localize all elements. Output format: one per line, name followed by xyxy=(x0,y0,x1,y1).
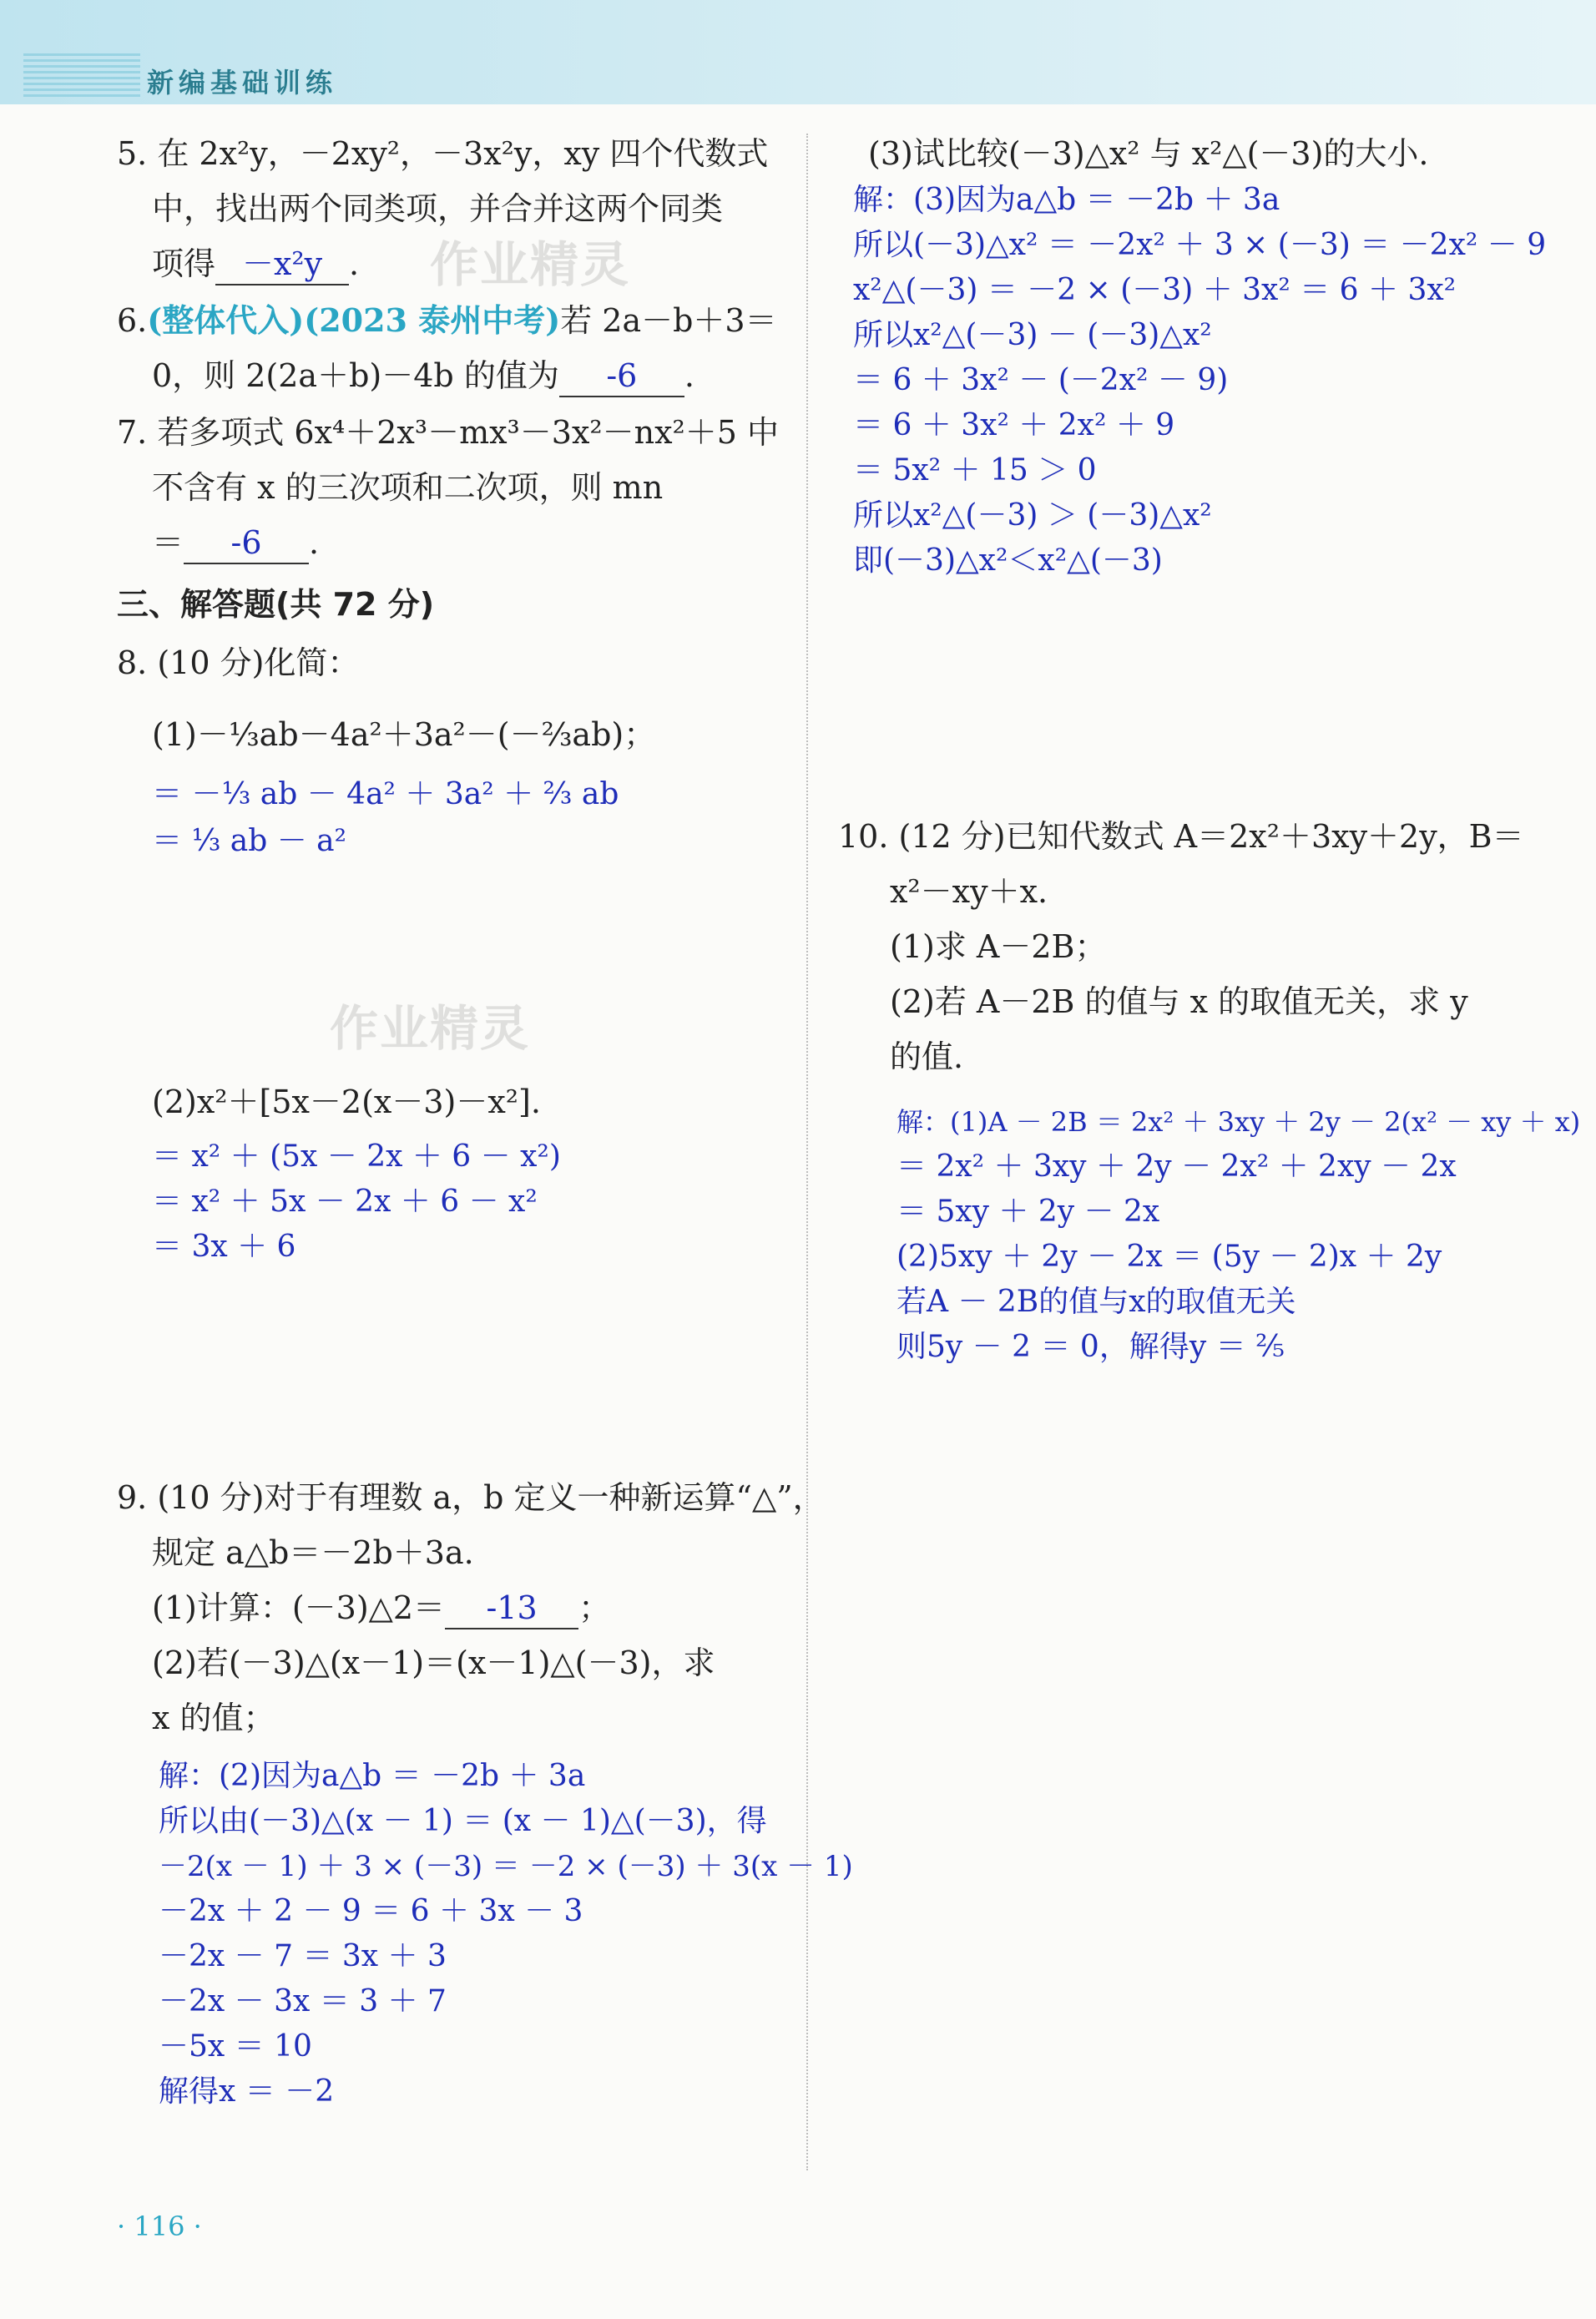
q10-solution-line: ＝ 5xy ＋ 2y － 2x xyxy=(896,1195,1160,1229)
q10-solution-line: ＝ 2x² ＋ 3xy ＋ 2y － 2x² ＋ 2xy － 2x xyxy=(896,1149,1457,1184)
q6-answer-blank: -6 xyxy=(559,356,684,397)
q10-solution-line: 若A － 2B的值与x的取值无关 xyxy=(896,1285,1296,1319)
q10-part2-line1: (2)若 A－2B 的值与 x 的取值无关，求 y xyxy=(890,983,1468,1020)
q8-part1: (1)－⅓ab－4a²＋3a²－(－⅔ab)； xyxy=(152,716,656,753)
q9-part3-solution-line: ＝ 6 ＋ 3x² ＋ 2x² ＋ 9 xyxy=(853,408,1175,442)
q8-title: 8. (10 分)化简： xyxy=(117,644,360,681)
q10-part1: (1)求 A－2B； xyxy=(890,928,1107,965)
header-decoration xyxy=(23,53,140,100)
q5-line3-prefix: 项得 xyxy=(152,245,216,282)
q5-line3 xyxy=(152,244,359,285)
q7-line3-prefix: ＝ xyxy=(152,524,184,561)
q9-solution-line: －2x ＋ 2 － 9 ＝ 6 ＋ 3x － 3 xyxy=(159,1894,583,1928)
q7-line3 xyxy=(152,523,319,564)
q9-part3-solution-line: 即(－3)△x²＜x²△(－3) xyxy=(853,543,1163,578)
q9-line1: 9. (10 分)对于有理数 a，b 定义一种新运算“△”， xyxy=(117,1479,825,1516)
q9-part1-prefix: (1)计算：(－3)△2＝ xyxy=(152,1589,446,1626)
q9-part3-solution-line: x²△(－3) ＝ －2 × (－3) ＋ 3x² ＝ 6 ＋ 3x² xyxy=(853,273,1457,307)
q6-line1 xyxy=(117,301,777,341)
header-title: 新编基础训练 xyxy=(147,67,338,99)
q7-line3-suffix: . xyxy=(309,524,320,561)
q5-line2: 中，找出两个同类项，并合并这两个同类 xyxy=(152,190,724,227)
q8-part2-solution-line: ＝ x² ＋ 5x － 2x ＋ 6 － x² xyxy=(152,1185,538,1219)
q10-solution-line: (2)5xy ＋ 2y － 2x ＝ (5y － 2)x ＋ 2y xyxy=(896,1240,1442,1274)
q6-line2-suffix: . xyxy=(684,357,694,394)
q9-part3-solution-line: 所以(－3)△x² ＝ －2x² ＋ 3 × (－3) ＝ －2x² － 9 xyxy=(853,228,1547,262)
q9-solution-line: －2x － 3x ＝ 3 ＋ 7 xyxy=(159,1984,447,2018)
q8-part2-solution-line: ＝ 3x ＋ 6 xyxy=(152,1230,296,1264)
q9-solution-line: －2x － 7 ＝ 3x ＋ 3 xyxy=(159,1939,447,1973)
q9-solution-line: －5x ＝ 10 xyxy=(159,2029,312,2064)
section-title: 三、解答题(共 72 分) xyxy=(117,586,435,623)
q8-part1-solution-line: ＝ ⅓ ab － a² xyxy=(152,824,347,858)
q9-part3-solution-line: 所以x²△(－3) ＞ (－3)△x² xyxy=(853,498,1212,533)
q9-part1-answer-blank: -13 xyxy=(445,1588,578,1629)
q9-part3-solution-line: 解：(3)因为a△b ＝ －2b ＋ 3a xyxy=(853,183,1280,217)
q8-part1-solution-line: ＝ －⅓ ab － 4a² ＋ 3a² ＋ ⅔ ab xyxy=(152,777,619,811)
q10-solution-line: 解：(1)A － 2B ＝ 2x² ＋ 3xy ＋ 2y － 2(x² － xy ＋ x) xyxy=(896,1106,1581,1138)
q7-line2: 不含有 x 的三次项和二次项，则 mn xyxy=(152,469,664,506)
q9-part3-solution-line: ＝ 6 ＋ 3x² － (－2x² － 9) xyxy=(853,363,1229,397)
q6-line2-prefix: 0，则 2(2a＋b)－4b 的值为 xyxy=(152,357,559,394)
q9-solution-line: 所以由(－3)△(x － 1) ＝ (x － 1)△(－3)，得 xyxy=(159,1804,767,1838)
q6-number: 6. xyxy=(117,302,148,339)
q9-part2-line2: x 的值； xyxy=(152,1700,275,1736)
q9-solution-line: －2(x － 1) ＋ 3 × (－3) ＝ －2 × (－3) ＋ 3(x － 1) xyxy=(159,1850,853,1883)
q9-part3: (3)试比较(－3)△x² 与 x²△(－3)的大小. xyxy=(868,135,1429,172)
q7-answer-blank: -6 xyxy=(184,523,309,564)
q8-part2: (2)x²＋[5x－2(x－3)－x²]. xyxy=(152,1084,541,1120)
q5-line3-suffix: . xyxy=(349,245,360,282)
q10-line1: 10. (12 分)已知代数式 A＝2x²＋3xy＋2y，B＝ xyxy=(838,818,1524,855)
watermark: 作业精灵 xyxy=(330,1000,531,1057)
q10-solution-line: 则5y － 2 ＝ 0，解得y ＝ ⅖ xyxy=(896,1330,1285,1364)
page-number: · 116 · xyxy=(117,2210,202,2242)
q8-part2-solution-line: ＝ x² ＋ (5x － 2x ＋ 6 － x²) xyxy=(152,1139,561,1174)
q9-solution-line: 解：(2)因为a△b ＝ －2b ＋ 3a xyxy=(159,1759,586,1793)
q6-line2 xyxy=(152,356,694,397)
q7-line1: 7. 若多项式 6x⁴＋2x³－mx³－3x²－nx²＋5 中 xyxy=(117,414,780,451)
q10-part2-line2: 的值. xyxy=(890,1038,964,1075)
q6-line1-rest: 若 2a－b＋3＝ xyxy=(560,302,777,339)
q6-tag: (整体代入)(2023 泰州中考) xyxy=(147,301,561,339)
q5-answer-blank: －x²y xyxy=(215,244,349,285)
q10-line2: x²－xy＋x. xyxy=(890,873,1048,910)
q9-solution-line: 解得x ＝ －2 xyxy=(159,2074,335,2109)
q9-part3-solution-line: ＝ 5x² ＋ 15 ＞ 0 xyxy=(853,453,1097,488)
q5-line1: 5. 在 2x²y，－2xy²，－3x²y，xy 四个代数式 xyxy=(117,135,769,172)
q9-part1-suffix: ； xyxy=(578,1589,611,1626)
q9-part1 xyxy=(152,1588,610,1629)
watermark: 作业精灵 xyxy=(430,236,631,293)
q9-line2: 规定 a△b＝－2b＋3a. xyxy=(152,1534,474,1571)
q9-part3-solution-line: 所以x²△(－3) － (－3)△x² xyxy=(853,318,1212,352)
q9-part2-line1: (2)若(－3)△(x－1)＝(x－1)△(－3)，求 xyxy=(152,1645,715,1681)
